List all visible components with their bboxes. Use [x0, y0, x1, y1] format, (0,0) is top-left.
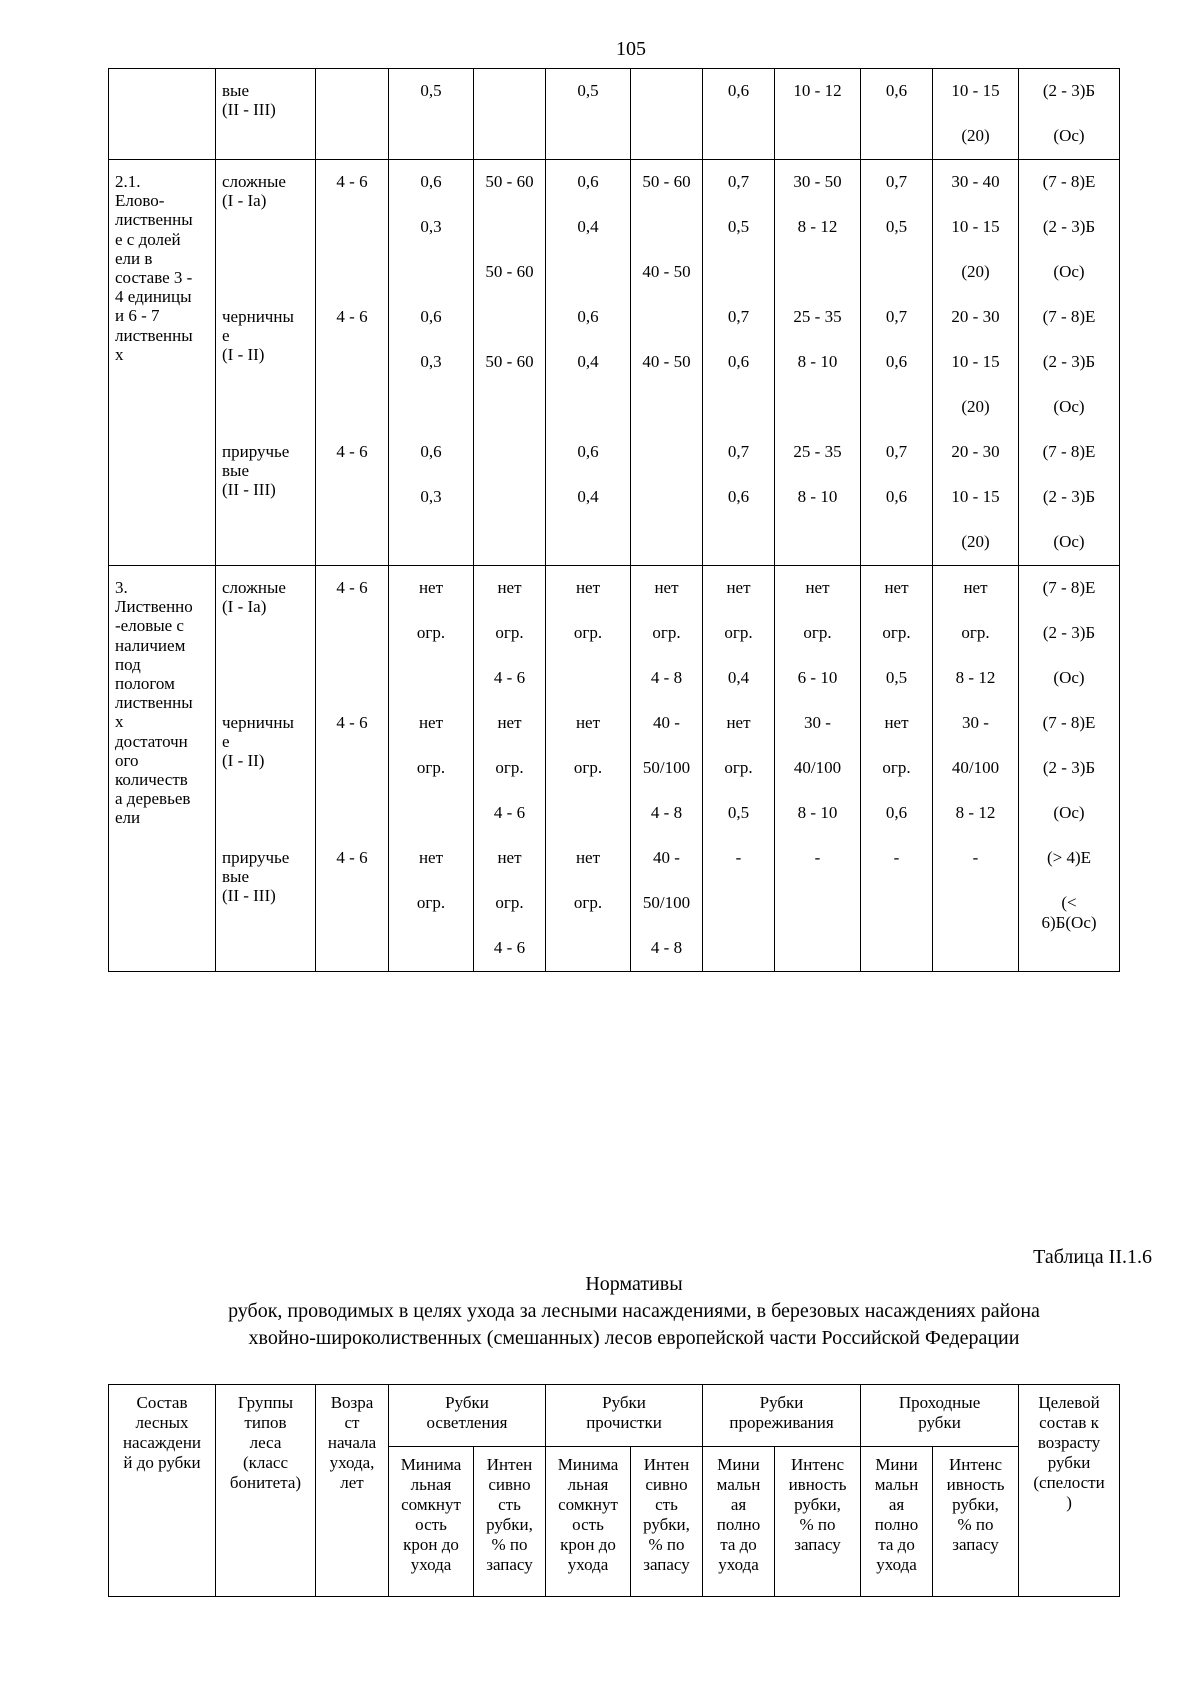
value-text: 0,6: [420, 307, 442, 326]
value-text: нет: [575, 848, 601, 867]
header-thinning-cuts: Рубки прореживания: [703, 1385, 861, 1447]
value-text: [861, 385, 932, 430]
value-text: 50 - 60: [485, 352, 534, 371]
forest-group-label: приручье вые (II - III): [222, 442, 290, 500]
value-text: [631, 69, 702, 114]
value-text: [546, 520, 630, 565]
header-intensity-cleaning: Интен сивно сть рубки, % по запасу: [631, 1447, 703, 1597]
value-text: огр.: [961, 623, 990, 642]
composition-cell: 2.1. Елово- лиственны е с долей ели в составе 3 - 4 единицы и 6 - 7 лиственны х: [109, 160, 216, 566]
value-text: [546, 926, 630, 971]
value-text: [546, 791, 630, 836]
value-text: [703, 385, 774, 430]
value-text: (7 - 8)Е: [1042, 442, 1096, 461]
value-text: огр.: [724, 758, 753, 777]
value-text: -: [735, 848, 742, 867]
value-text: 0,4: [577, 217, 599, 236]
forest-group-label: сложные (I - Ia): [222, 578, 286, 617]
value-text: (7 - 8)Е: [1042, 578, 1096, 597]
value-text: [703, 114, 774, 159]
norms-table-header: [108, 1384, 1120, 1597]
value-text: огр.: [652, 623, 681, 642]
value-text: -: [814, 848, 821, 867]
value-text: [933, 881, 1018, 926]
value-cell: [474, 69, 546, 160]
value-cell: [389, 160, 474, 566]
value-cell: [775, 69, 861, 160]
value-text: [474, 475, 545, 520]
value-text: нет: [418, 713, 444, 732]
value-text: нет: [497, 578, 522, 597]
value-text: 8 - 12: [955, 668, 996, 687]
start-age-cell: [316, 566, 389, 972]
value-text: 20 - 30: [951, 307, 1000, 326]
value-text: 0,6: [885, 81, 908, 100]
value-text: 40 -: [653, 848, 680, 867]
value-text: (2 - 3)Б: [1042, 758, 1096, 777]
value-text: огр.: [416, 758, 446, 777]
value-text: 30 - 40: [951, 172, 1000, 191]
start-age-cell: [316, 69, 389, 160]
value-text: 10 - 15: [951, 352, 1000, 371]
value-text: 30 - 50: [793, 172, 842, 191]
value-text: [861, 114, 932, 159]
value-text: [775, 520, 860, 565]
value-text: (Ос): [1053, 532, 1085, 551]
value-text: 10 - 15: [951, 217, 1000, 236]
header-intensity-thinning: Интенс ивность рубки, % по запасу: [775, 1447, 861, 1597]
value-text: 0,4: [577, 487, 599, 506]
page-number: 105: [616, 38, 646, 60]
value-text: 10 - 15: [951, 81, 1000, 100]
value-text: 0,6: [885, 487, 908, 506]
value-text: [703, 881, 774, 926]
forest-group-cell: [216, 160, 316, 566]
value-text: 0,3: [420, 217, 442, 236]
value-text: 0,5: [885, 668, 908, 687]
value-text: [933, 926, 1018, 971]
value-text: (Ос): [1053, 397, 1085, 416]
value-text: 0,7: [885, 442, 908, 461]
header-start-age: Возра ст начала ухода, лет: [316, 1385, 389, 1597]
start-age-value: 4 - 6: [336, 172, 368, 191]
value-text: 8 - 10: [797, 803, 838, 822]
value-text: 6 - 10: [797, 668, 838, 687]
value-text: (20): [961, 126, 990, 145]
start-age-value: 4 - 6: [336, 713, 368, 732]
header-min-density-passage: Мини мальн ая полно та до ухода: [861, 1447, 933, 1597]
value-text: (20): [961, 397, 990, 416]
value-text: (Ос): [1053, 668, 1085, 687]
table-row: [109, 160, 1120, 566]
forest-group-label: приручье вые (II - III): [222, 848, 290, 906]
value-cell: [474, 566, 546, 972]
start-age-cell: [316, 160, 389, 566]
value-cell: [703, 69, 775, 160]
value-text: [861, 520, 932, 565]
value-text: 50/100: [642, 758, 691, 777]
value-text: 0,7: [885, 172, 908, 191]
value-text: 50 - 60: [485, 172, 534, 191]
value-text: [631, 430, 702, 475]
header-intensity-clearing: Интен сивно сть рубки, % по запасу: [474, 1447, 546, 1597]
value-text: 30 -: [804, 713, 831, 732]
value-text: (> 4)Е: [1046, 848, 1092, 867]
value-text: [703, 926, 774, 971]
value-text: 50/100: [642, 893, 691, 912]
value-cell: [703, 566, 775, 972]
value-text: [546, 250, 630, 295]
value-text: (2 - 3)Б: [1042, 487, 1096, 506]
value-text: 0,5: [885, 217, 908, 236]
value-text: огр.: [495, 893, 524, 912]
value-cell: [1019, 69, 1120, 160]
value-cell: [861, 69, 933, 160]
value-text: [546, 114, 630, 159]
value-cell: [631, 160, 703, 566]
value-text: [861, 926, 932, 971]
value-text: (7 - 8)Е: [1042, 307, 1096, 326]
value-text: нет: [884, 713, 909, 732]
value-text: [474, 295, 545, 340]
caption-line-2: хвойно-широколиственных (смешанных) лесов европейской части Российской Федерации: [248, 1327, 1020, 1349]
value-text: [631, 475, 702, 520]
value-text: [703, 250, 774, 295]
value-cell: [775, 566, 861, 972]
value-text: 0,6: [577, 172, 599, 191]
value-text: 0,4: [577, 352, 599, 371]
value-cell: [1019, 566, 1120, 972]
table-caption: [108, 1271, 1160, 1352]
value-text: 30 -: [962, 713, 989, 732]
value-text: (20): [961, 532, 990, 551]
value-text: 0,6: [727, 81, 750, 100]
value-text: 0,6: [885, 352, 908, 371]
value-text: 8 - 10: [797, 352, 838, 371]
value-cell: [861, 566, 933, 972]
value-text: [474, 520, 545, 565]
value-text: нет: [418, 578, 444, 597]
value-cell: [631, 566, 703, 972]
value-text: (7 - 8)Е: [1042, 172, 1096, 191]
value-cell: [1019, 160, 1120, 566]
value-text: нет: [805, 578, 830, 597]
value-text: [474, 385, 545, 430]
table-row: [109, 566, 1120, 972]
value-text: нет: [963, 578, 988, 597]
value-text: [775, 385, 860, 430]
header-min-density-thinning: Мини мальн ая полно та до ухода: [703, 1447, 775, 1597]
value-text: огр.: [882, 623, 911, 642]
value-text: нет: [418, 848, 444, 867]
table-number: Таблица II.1.6: [1033, 1246, 1152, 1268]
value-text: 4 - 8: [650, 668, 683, 687]
caption-title: Нормативы: [585, 1273, 683, 1295]
value-text: 0,5: [420, 81, 442, 100]
value-text: огр.: [495, 758, 524, 777]
value-text: нет: [726, 578, 751, 597]
value-text: 0,3: [420, 352, 442, 371]
value-text: 0,6: [577, 307, 599, 326]
value-text: (Ос): [1053, 803, 1085, 822]
value-cell: [546, 160, 631, 566]
value-text: 25 - 35: [793, 442, 842, 461]
value-text: 4 - 6: [493, 668, 526, 687]
header-min-closure-clearing: Минима льная сомкнут ость крон до ухода: [389, 1447, 474, 1597]
value-text: [631, 205, 702, 250]
value-text: (Ос): [1053, 262, 1085, 281]
value-text: 50 - 60: [485, 262, 534, 281]
value-cell: [861, 160, 933, 566]
value-text: нет: [575, 578, 601, 597]
forest-group-cell: [216, 566, 316, 972]
value-text: 10 - 12: [793, 81, 842, 100]
value-text: 0,7: [727, 442, 750, 461]
start-age-value: 4 - 6: [336, 848, 368, 867]
value-text: [631, 114, 702, 159]
value-text: 25 - 35: [793, 307, 842, 326]
table-row: [109, 69, 1120, 160]
value-text: нет: [575, 713, 601, 732]
value-text: [861, 250, 932, 295]
value-text: [389, 656, 473, 701]
value-text: нет: [497, 848, 522, 867]
value-text: [389, 385, 473, 430]
value-text: (20): [961, 262, 990, 281]
value-text: [546, 656, 630, 701]
value-text: 40/100: [793, 758, 842, 777]
value-text: 0,7: [727, 307, 750, 326]
value-text: огр.: [416, 623, 446, 642]
value-text: [546, 385, 630, 430]
header-intensity-passage: Интенс ивность рубки, % по запасу: [933, 1447, 1019, 1597]
value-text: -: [893, 848, 900, 867]
value-text: [389, 926, 473, 971]
value-cell: [474, 160, 546, 566]
value-cell: [933, 566, 1019, 972]
header-target-composition: Целевой состав к возрасту рубки (спелости ): [1019, 1385, 1120, 1597]
caption-line-1: рубок, проводимых в целях ухода за лесными насаждениями, в березовых насаждениях района: [228, 1300, 1040, 1322]
value-text: 8 - 10: [797, 487, 838, 506]
value-text: 0,6: [420, 442, 442, 461]
value-text: 40 -: [653, 713, 680, 732]
value-text: 8 - 12: [955, 803, 996, 822]
value-cell: [389, 69, 474, 160]
value-text: 4 - 6: [493, 803, 526, 822]
value-text: [389, 114, 473, 159]
value-text: 40/100: [951, 758, 1000, 777]
value-text: [389, 791, 473, 836]
value-text: [474, 69, 545, 114]
value-cell: [389, 566, 474, 972]
composition-cell: [109, 69, 216, 160]
value-text: [775, 114, 860, 159]
value-cell: [933, 69, 1019, 160]
value-text: нет: [497, 713, 522, 732]
forest-group-cell: [216, 69, 316, 160]
composition-cell: 3. Лиственно -еловые с наличием под пологом лиственны х достаточн ого количеств а деревьев ели: [109, 566, 216, 972]
header-clearing-cuts: Рубки осветления: [389, 1385, 546, 1447]
value-text: 0,6: [577, 442, 599, 461]
value-text: 4 - 8: [650, 938, 683, 957]
value-text: 0,6: [727, 487, 750, 506]
value-text: 40 - 50: [642, 352, 691, 371]
value-text: огр.: [724, 623, 753, 642]
forest-group-label: черничны е (I - II): [222, 713, 294, 771]
value-text: огр.: [416, 893, 446, 912]
value-text: [861, 881, 932, 926]
value-text: 0,3: [420, 487, 442, 506]
value-text: 0,4: [727, 668, 750, 687]
value-text: -: [972, 848, 979, 867]
value-cell: [546, 69, 631, 160]
value-text: [631, 520, 702, 565]
value-text: (Ос): [1053, 126, 1085, 145]
value-text: [631, 385, 702, 430]
value-text: (2 - 3)Б: [1042, 81, 1096, 100]
value-text: [389, 250, 473, 295]
value-text: [474, 114, 545, 159]
value-text: 50 - 60: [642, 172, 691, 191]
value-text: (7 - 8)Е: [1042, 713, 1096, 732]
value-text: 0,5: [727, 217, 750, 236]
value-text: 0,5: [727, 803, 750, 822]
value-text: огр.: [573, 623, 603, 642]
value-text: огр.: [573, 758, 603, 777]
value-cell: [546, 566, 631, 972]
value-text: 10 - 15: [951, 487, 1000, 506]
value-text: нет: [726, 713, 751, 732]
value-text: огр.: [495, 623, 524, 642]
value-text: 0,5: [577, 81, 599, 100]
value-text: (2 - 3)Б: [1042, 352, 1096, 371]
value-text: (2 - 3)Б: [1042, 623, 1096, 642]
start-age-value: 4 - 6: [336, 442, 368, 461]
value-text: 8 - 12: [797, 217, 838, 236]
value-text: 0,7: [727, 172, 750, 191]
value-cell: [775, 160, 861, 566]
value-text: (< 6)Б(Ос): [1041, 893, 1097, 932]
value-text: [474, 430, 545, 475]
header-composition: Состав лесных насаждени й до рубки: [109, 1385, 216, 1597]
value-text: [703, 520, 774, 565]
value-text: [474, 205, 545, 250]
value-text: 4 - 8: [650, 803, 683, 822]
value-text: 0,6: [420, 172, 442, 191]
continuation-table: [108, 68, 1120, 972]
value-text: (2 - 3)Б: [1042, 217, 1096, 236]
header-cleaning-cuts: Рубки прочистки: [546, 1385, 703, 1447]
value-text: 0,6: [727, 352, 750, 371]
header-passage-cuts: Проходные рубки: [861, 1385, 1019, 1447]
value-text: 20 - 30: [951, 442, 1000, 461]
start-age-value: 4 - 6: [336, 578, 368, 597]
value-cell: [631, 69, 703, 160]
value-text: огр.: [803, 623, 832, 642]
value-text: [775, 926, 860, 971]
value-text: огр.: [882, 758, 911, 777]
value-text: 0,7: [885, 307, 908, 326]
value-text: нет: [654, 578, 679, 597]
forest-group-label: вые (II - III): [222, 81, 276, 120]
forest-group-label: сложные (I - Ia): [222, 172, 286, 211]
value-text: [389, 520, 473, 565]
value-text: [775, 881, 860, 926]
value-text: 40 - 50: [642, 262, 691, 281]
value-text: 4 - 6: [493, 938, 526, 957]
value-text: 0,6: [885, 803, 908, 822]
value-text: огр.: [573, 893, 603, 912]
value-text: нет: [884, 578, 909, 597]
value-cell: [933, 160, 1019, 566]
value-cell: [703, 160, 775, 566]
value-text: [631, 295, 702, 340]
header-forest-groups: Группы типов леса (класс бонитета): [216, 1385, 316, 1597]
header-min-closure-cleaning: Минима льная сомкнут ость крон до ухода: [546, 1447, 631, 1597]
value-text: [775, 250, 860, 295]
forest-group-label: черничны е (I - II): [222, 307, 294, 365]
start-age-value: 4 - 6: [336, 307, 368, 326]
